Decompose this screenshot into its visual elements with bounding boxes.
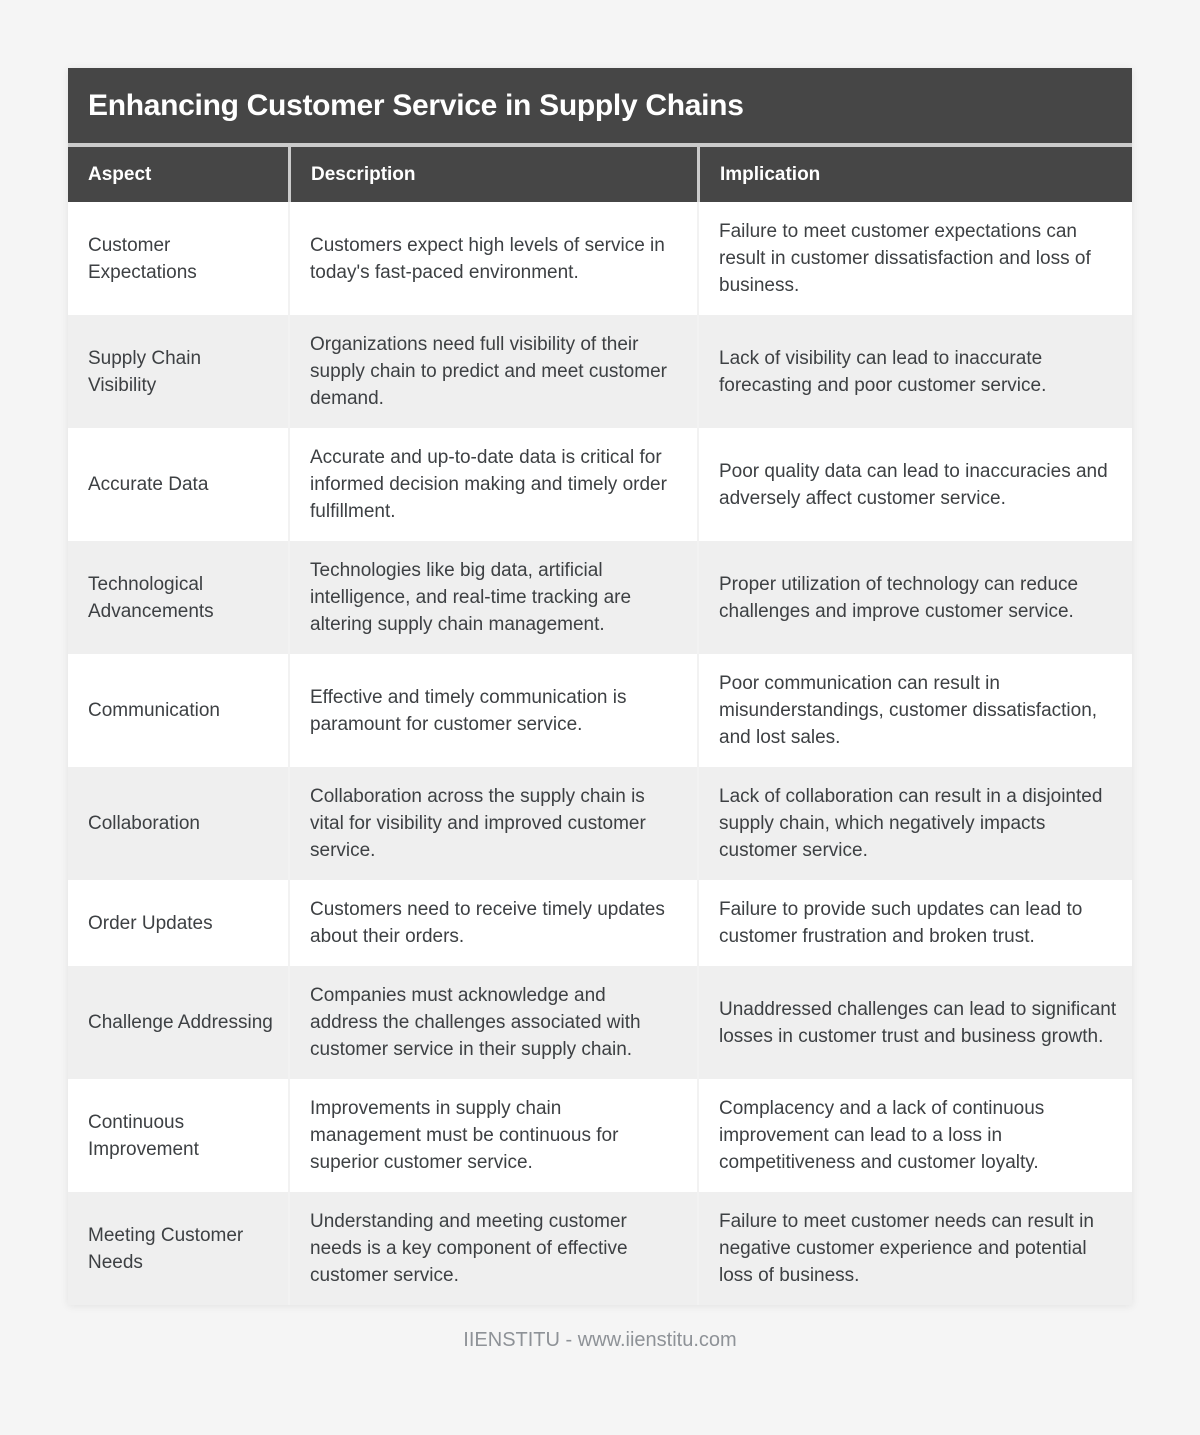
description-cell: Technologies like big data, artificial intelligence, and real-time tracking are altering supply chain management.	[290, 541, 697, 654]
table-row	[68, 966, 1132, 1079]
implication-cell: Failure to provide such updates can lead to customer frustration and broken trust.	[699, 880, 1132, 966]
description-cell: Accurate and up-to-date data is critical for informed decision making and timely order fulfillment.	[290, 428, 697, 541]
description-cell: Understanding and meeting customer needs is a key component of effective customer service.	[290, 1192, 697, 1305]
aspect-cell: Supply Chain Visibility	[68, 315, 288, 428]
column-header-implication: Implication	[700, 147, 1132, 202]
implication-cell: Lack of visibility can lead to inaccurate forecasting and poor customer service.	[699, 315, 1132, 428]
aspect-cell: Accurate Data	[68, 428, 288, 541]
description-cell: Effective and timely communication is paramount for customer service.	[290, 654, 697, 767]
aspect-cell: Meeting Customer Needs	[68, 1192, 288, 1305]
footer-credit: IIENSTITU - www.iienstitu.com	[463, 1329, 737, 1351]
column-header-aspect: Aspect	[68, 147, 288, 202]
implication-cell: Failure to meet customer expectations can result in customer dissatisfaction and loss of business.	[699, 202, 1132, 315]
aspect-cell: Technological Advancements	[68, 541, 288, 654]
table-head	[68, 68, 1132, 202]
column-header-description: Description	[291, 147, 697, 202]
column-header-row	[68, 147, 1132, 202]
table-row	[68, 1079, 1132, 1192]
implication-cell: Complacency and a lack of continuous improvement can lead to a loss in competitiveness and customer loyalty.	[699, 1079, 1132, 1192]
description-cell: Organizations need full visibility of their supply chain to predict and meet customer demand.	[290, 315, 697, 428]
description-cell: Customers need to receive timely updates about their orders.	[290, 880, 697, 966]
table-row	[68, 767, 1132, 880]
table-row	[68, 202, 1132, 315]
aspect-cell: Challenge Addressing	[68, 966, 288, 1079]
description-cell: Collaboration across the supply chain is vital for visibility and improved customer service.	[290, 767, 697, 880]
page-title: Enhancing Customer Service in Supply Chains	[88, 88, 744, 122]
table-row	[68, 428, 1132, 541]
implication-cell: Lack of collaboration can result in a disjointed supply chain, which negatively impacts customer service.	[699, 767, 1132, 880]
aspect-cell: Customer Expectations	[68, 202, 288, 315]
aspect-cell: Continuous Improvement	[68, 1079, 288, 1192]
table-row	[68, 880, 1132, 966]
implication-cell: Proper utilization of technology can reduce challenges and improve customer service.	[699, 541, 1132, 654]
implication-cell: Unaddressed challenges can lead to significant losses in customer trust and business growth.	[699, 966, 1132, 1079]
table-row	[68, 541, 1132, 654]
implication-cell: Poor quality data can lead to inaccuracies and adversely affect customer service.	[699, 428, 1132, 541]
supply-chain-table	[68, 68, 1132, 1305]
aspect-cell: Collaboration	[68, 767, 288, 880]
aspect-cell: Order Updates	[68, 880, 288, 966]
description-cell: Companies must acknowledge and address the challenges associated with customer service in their supply chain.	[290, 966, 697, 1079]
implication-cell: Failure to meet customer needs can result in negative customer experience and potential loss of business.	[699, 1192, 1132, 1305]
aspect-cell: Communication	[68, 654, 288, 767]
table-row	[68, 654, 1132, 767]
title-bar	[68, 68, 1132, 143]
description-cell: Improvements in supply chain management must be continuous for superior customer service.	[290, 1079, 697, 1192]
description-cell: Customers expect high levels of service in today's fast-paced environment.	[290, 202, 697, 315]
implication-cell: Poor communication can result in misunderstandings, customer dissatisfaction, and lost sales.	[699, 654, 1132, 767]
table-row	[68, 1192, 1132, 1305]
table-body	[68, 202, 1132, 1305]
table-row	[68, 315, 1132, 428]
